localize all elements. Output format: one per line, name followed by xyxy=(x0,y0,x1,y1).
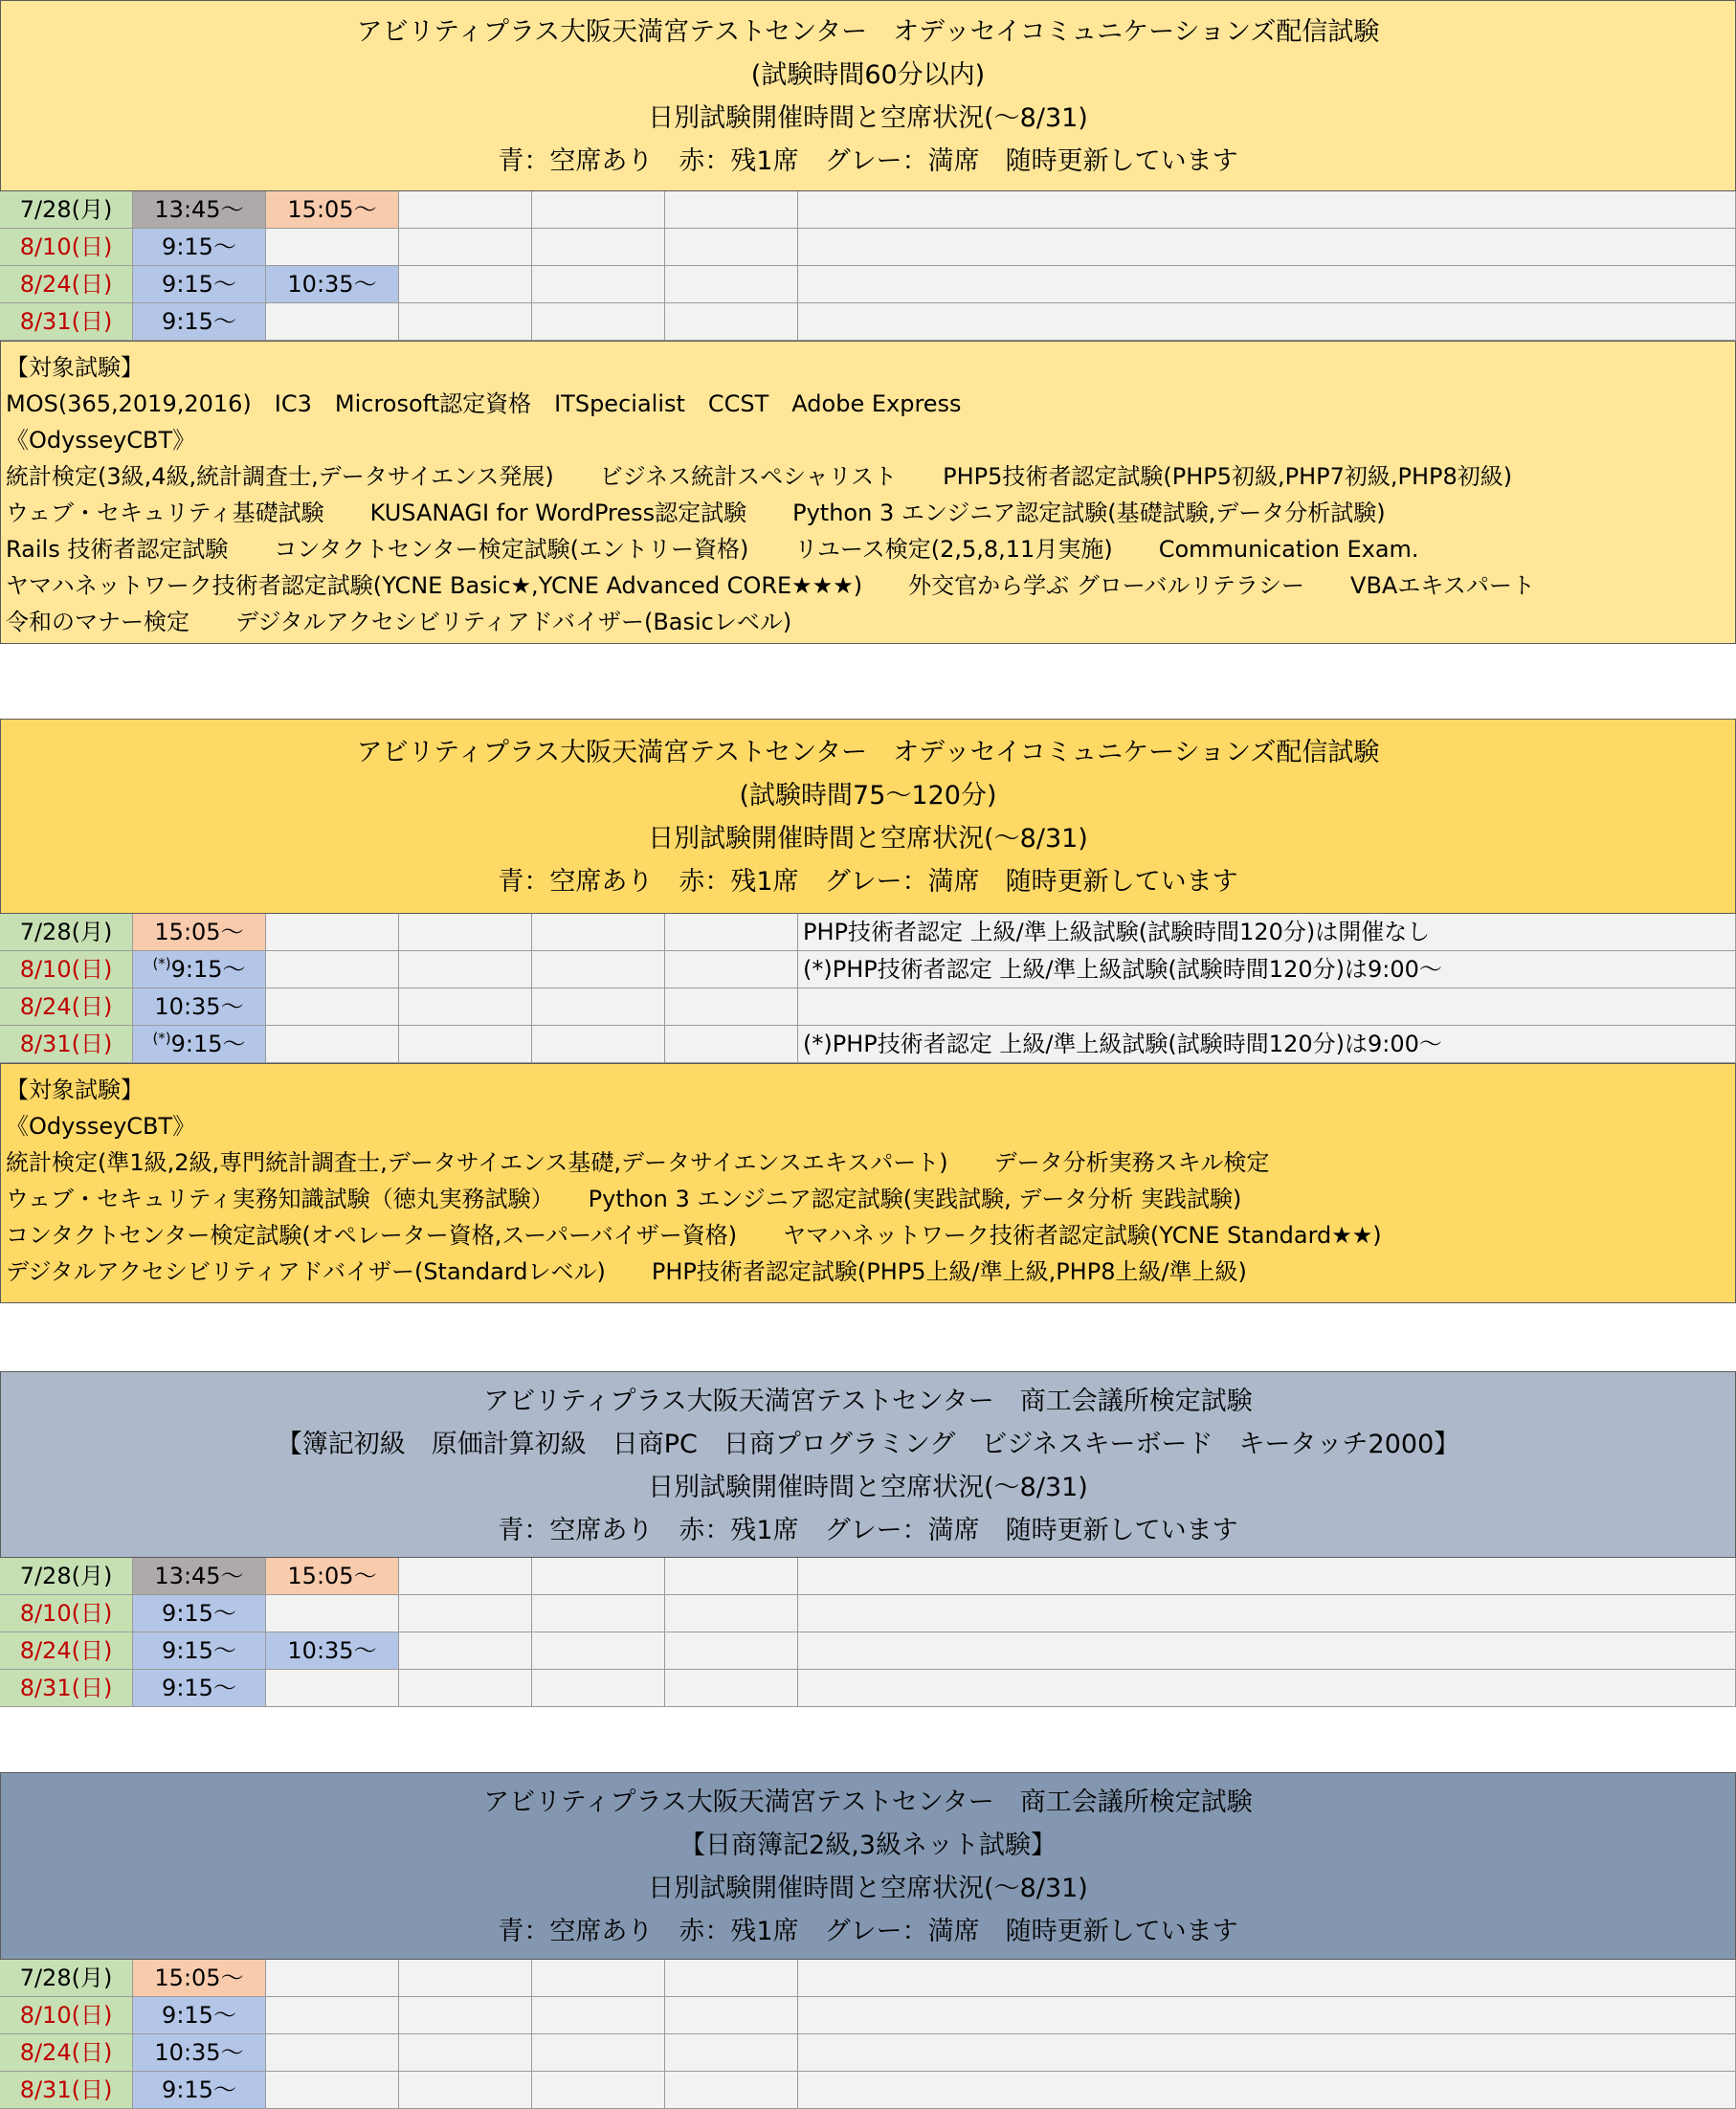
schedule-row xyxy=(0,1595,1736,1632)
time-slot-label: 10:35～ xyxy=(154,993,244,1020)
empty-slot-cell xyxy=(665,1670,798,1707)
header-line: 日別試験開催時間と空席状況(～8/31) xyxy=(648,1473,1088,1502)
empty-slot-cell xyxy=(532,914,665,951)
time-slot-label: 9:15～ xyxy=(170,1031,246,1057)
target-exam-line: MOS(365,2019,2016) IC3 Microsoft認定資格 ITSpecialist CCST Adobe Express xyxy=(6,390,962,417)
time-slot-cell xyxy=(133,1558,266,1595)
note-cell xyxy=(798,191,1736,229)
time-slot-label: 10:35～ xyxy=(287,271,377,298)
empty-slot-cell xyxy=(532,1595,665,1632)
empty-slot-cell xyxy=(399,1632,532,1670)
schedule-row xyxy=(0,1026,1736,1063)
empty-slot-cell xyxy=(266,229,399,266)
empty-slot-cell xyxy=(532,1670,665,1707)
note-cell xyxy=(798,1670,1736,1707)
footnote-mark: (*) xyxy=(152,1030,171,1047)
empty-slot-cell xyxy=(665,2072,798,2109)
target-exam-line: ウェブ・セキュリティ基礎試験 KUSANAGI for WordPress認定試験 Python 3 エンジニア認定試験(基礎試験,データ分析試験) xyxy=(6,500,1386,526)
empty-slot-cell xyxy=(665,191,798,229)
schedule-row xyxy=(0,914,1736,951)
empty-slot-cell xyxy=(266,1595,399,1632)
empty-slot-cell xyxy=(399,1997,532,2034)
time-slot-cell xyxy=(266,1632,399,1670)
time-slot-label: 9:15～ xyxy=(162,308,236,335)
target-exams xyxy=(0,341,1736,644)
time-slot-cell xyxy=(266,266,399,303)
header-line: (試験時間60分以内) xyxy=(750,60,986,90)
note-cell: (*)PHP技術者認定 上級/準上級試験(試験時間120分)は9:00～ xyxy=(798,951,1736,988)
target-exam-line: コンタクトセンター検定試験(オペレーター資格,スーパーバイザー資格) ヤマハネットワーク技術者認定試験(YCNE Standard★★) xyxy=(6,1222,1382,1249)
date-cell: 8/31(日) xyxy=(0,1670,133,1707)
empty-slot-cell xyxy=(266,1670,399,1707)
time-slot-cell xyxy=(133,191,266,229)
note-cell xyxy=(798,229,1736,266)
empty-slot-cell xyxy=(665,266,798,303)
empty-slot-cell xyxy=(532,988,665,1026)
schedule-row xyxy=(0,2034,1736,2072)
header-line: 青：空席あり 赤：残1席 グレー：満席 随時更新しています xyxy=(498,1917,1238,1946)
header-line: 青：空席あり 赤：残1席 グレー：満席 随時更新しています xyxy=(498,1516,1238,1545)
empty-slot-cell xyxy=(665,914,798,951)
date-cell: 8/31(日) xyxy=(0,2072,133,2109)
date-cell: 8/24(日) xyxy=(0,2034,133,2072)
time-slot-cell xyxy=(133,2034,266,2072)
time-slot-label: 9:15～ xyxy=(162,2076,236,2103)
note-cell xyxy=(798,303,1736,341)
date-cell: 8/10(日) xyxy=(0,1595,133,1632)
empty-slot-cell xyxy=(665,1997,798,2034)
schedule-section-1 xyxy=(0,0,1736,635)
empty-slot-cell xyxy=(399,914,532,951)
time-slot-label: 9:15～ xyxy=(162,2002,236,2029)
time-slot-label: 10:35～ xyxy=(154,2039,244,2066)
time-slot-cell xyxy=(133,988,266,1026)
header-line: 青：空席あり 赤：残1席 グレー：満席 随時更新しています xyxy=(498,867,1238,897)
empty-slot-cell xyxy=(266,303,399,341)
date-cell: 7/28(月) xyxy=(0,191,133,229)
empty-slot-cell xyxy=(532,951,665,988)
empty-slot-cell xyxy=(665,1960,798,1997)
empty-slot-cell xyxy=(532,2072,665,2109)
target-exam-line: 【対象試験】 xyxy=(6,354,144,381)
empty-slot-cell xyxy=(399,988,532,1026)
empty-slot-cell xyxy=(532,2034,665,2072)
empty-slot-cell xyxy=(665,1595,798,1632)
date-cell: 8/31(日) xyxy=(0,1026,133,1063)
empty-slot-cell xyxy=(532,191,665,229)
schedule-row xyxy=(0,266,1736,303)
note-cell: PHP技術者認定 上級/準上級試験(試験時間120分)は開催なし xyxy=(798,914,1736,951)
schedule-row xyxy=(0,1558,1736,1595)
time-slot-label: 9:15～ xyxy=(162,271,236,298)
header-line: 【日商簿記2級,3級ネット試験】 xyxy=(679,1831,1057,1860)
target-exam-line: 《OdysseyCBT》 xyxy=(6,1113,196,1140)
empty-slot-cell xyxy=(399,303,532,341)
empty-slot-cell xyxy=(266,2034,399,2072)
note-cell xyxy=(798,2072,1736,2109)
time-slot-label: 10:35～ xyxy=(287,1637,377,1664)
time-slot-cell xyxy=(133,266,266,303)
empty-slot-cell xyxy=(665,1632,798,1670)
empty-slot-cell xyxy=(665,2034,798,2072)
time-slot-label: 13:45～ xyxy=(154,196,244,223)
time-slot-label: 13:45～ xyxy=(154,1563,244,1589)
target-exam-line: Rails 技術者認定試験 コンタクトセンター検定試験(エントリー資格) リユース検定(2,5,8,11月実施) Communication Exam. xyxy=(6,536,1419,563)
footnote-mark: (*) xyxy=(152,955,171,972)
empty-slot-cell xyxy=(399,951,532,988)
date-cell: 8/31(日) xyxy=(0,303,133,341)
time-slot-cell xyxy=(266,1558,399,1595)
time-slot-label: 15:05～ xyxy=(154,1965,244,1991)
header-line: アビリティプラス大阪天満宮テストセンター 商工会議所検定試験 xyxy=(483,1387,1253,1416)
target-exams xyxy=(0,1063,1736,1303)
empty-slot-cell xyxy=(532,1960,665,1997)
note-cell xyxy=(798,988,1736,1026)
schedule-row xyxy=(0,229,1736,266)
target-exam-line: ヤマハネットワーク技術者認定試験(YCNE Basic★,YCNE Advanced CORE★★★) 外交官から学ぶ グローバルリテラシー VBAエキスパート xyxy=(6,572,1535,599)
note-cell xyxy=(798,1632,1736,1670)
time-slot-label: 9:15～ xyxy=(162,1600,236,1627)
time-slot-label: 9:15～ xyxy=(170,956,246,983)
empty-slot-cell xyxy=(399,1960,532,1997)
header-line: (試験時間75～120分) xyxy=(739,781,997,810)
time-slot-cell xyxy=(133,1026,266,1063)
note-cell xyxy=(798,1960,1736,1997)
schedule-row xyxy=(0,191,1736,229)
time-slot-cell xyxy=(133,1632,266,1670)
header-line: 日別試験開催時間と空席状況(～8/31) xyxy=(648,1874,1088,1903)
header-line: アビリティプラス大阪天満宮テストセンター オデッセイコミュニケーションズ配信試験 xyxy=(356,17,1380,47)
section-header xyxy=(0,0,1736,191)
empty-slot-cell xyxy=(665,988,798,1026)
empty-slot-cell xyxy=(399,1558,532,1595)
date-cell: 8/10(日) xyxy=(0,1997,133,2034)
note-cell xyxy=(798,1595,1736,1632)
time-slot-cell xyxy=(133,303,266,341)
empty-slot-cell xyxy=(399,266,532,303)
empty-slot-cell xyxy=(665,951,798,988)
time-slot-label: 9:15～ xyxy=(162,233,236,260)
schedule-row xyxy=(0,1632,1736,1670)
header-line: アビリティプラス大阪天満宮テストセンター オデッセイコミュニケーションズ配信試験 xyxy=(356,738,1380,767)
empty-slot-cell xyxy=(532,1632,665,1670)
empty-slot-cell xyxy=(532,1026,665,1063)
empty-slot-cell xyxy=(399,2072,532,2109)
empty-slot-cell xyxy=(266,1960,399,1997)
schedule-section-3 xyxy=(0,1371,1736,1701)
schedule-section-2 xyxy=(0,719,1736,1285)
time-slot-cell xyxy=(133,1595,266,1632)
header-line: 日別試験開催時間と空席状況(～8/31) xyxy=(648,103,1088,133)
time-slot-cell xyxy=(133,1997,266,2034)
date-cell: 8/24(日) xyxy=(0,266,133,303)
empty-slot-cell xyxy=(532,1558,665,1595)
empty-slot-cell xyxy=(532,1997,665,2034)
empty-slot-cell xyxy=(532,266,665,303)
schedule-row xyxy=(0,1997,1736,2034)
empty-slot-cell xyxy=(399,1026,532,1063)
schedule-row xyxy=(0,2072,1736,2109)
header-line: 日別試験開催時間と空席状況(～8/31) xyxy=(648,824,1088,854)
empty-slot-cell xyxy=(266,2072,399,2109)
target-exam-line: 統計検定(準1級,2級,専門統計調査士,データサイエンス基礎,データサイエンスエキスパート) データ分析実務スキル検定 xyxy=(6,1149,1270,1176)
date-cell: 7/28(月) xyxy=(0,1558,133,1595)
schedule-row xyxy=(0,988,1736,1026)
empty-slot-cell xyxy=(532,303,665,341)
schedule-row xyxy=(0,951,1736,988)
empty-slot-cell xyxy=(399,1670,532,1707)
header-line: 青：空席あり 赤：残1席 グレー：満席 随時更新しています xyxy=(498,146,1238,176)
target-exam-line: 統計検定(3級,4級,統計調査士,データサイエンス発展) ビジネス統計スペシャリスト PHP5技術者認定試験(PHP5初級,PHP7初級,PHP8初級) xyxy=(6,463,1513,490)
time-slot-cell xyxy=(133,914,266,951)
schedule-section-4 xyxy=(0,1772,1736,2103)
time-slot-label: 15:05～ xyxy=(287,196,377,223)
time-slot-label: 15:05～ xyxy=(287,1563,377,1589)
empty-slot-cell xyxy=(665,1026,798,1063)
note-cell: (*)PHP技術者認定 上級/準上級試験(試験時間120分)は9:00～ xyxy=(798,1026,1736,1063)
header-line: アビリティプラス大阪天満宮テストセンター 商工会議所検定試験 xyxy=(483,1787,1253,1817)
schedule-row xyxy=(0,303,1736,341)
time-slot-label: 9:15～ xyxy=(162,1675,236,1701)
target-exam-line: 【対象試験】 xyxy=(6,1077,144,1103)
empty-slot-cell xyxy=(266,951,399,988)
empty-slot-cell xyxy=(665,1558,798,1595)
empty-slot-cell xyxy=(399,191,532,229)
time-slot-cell xyxy=(266,191,399,229)
date-cell: 8/10(日) xyxy=(0,229,133,266)
date-cell: 8/24(日) xyxy=(0,1632,133,1670)
target-exam-line: デジタルアクセシビリティアドバイザー(Standardレベル) PHP技術者認定試験(PHP5上級/準上級,PHP8上級/準上級) xyxy=(6,1258,1247,1285)
schedule-row xyxy=(0,1960,1736,1997)
empty-slot-cell xyxy=(266,1997,399,2034)
date-cell: 8/24(日) xyxy=(0,988,133,1026)
time-slot-label: 15:05～ xyxy=(154,919,244,945)
note-cell xyxy=(798,1997,1736,2034)
empty-slot-cell xyxy=(266,1026,399,1063)
empty-slot-cell xyxy=(399,2034,532,2072)
target-exam-line: ウェブ・セキュリティ実務知識試験（徳丸実務試験） Python 3 エンジニア認定試験(実践試験, データ分析 実践試験) xyxy=(6,1186,1242,1212)
empty-slot-cell xyxy=(266,914,399,951)
empty-slot-cell xyxy=(532,229,665,266)
time-slot-cell xyxy=(133,2072,266,2109)
note-cell xyxy=(798,266,1736,303)
target-exam-line: 令和のマナー検定 デジタルアクセシビリティアドバイザー(Basicレベル) xyxy=(6,609,792,635)
empty-slot-cell xyxy=(665,229,798,266)
section-header xyxy=(0,1772,1736,1960)
note-cell xyxy=(798,1558,1736,1595)
header-line: 【簿記初級 原価計算初級 日商PC 日商プログラミング ビジネスキーボード キータッチ2000】 xyxy=(276,1430,1460,1459)
time-slot-cell xyxy=(133,951,266,988)
empty-slot-cell xyxy=(399,1595,532,1632)
target-exam-line: 《OdysseyCBT》 xyxy=(6,427,196,454)
schedule-row xyxy=(0,1670,1736,1707)
section-header xyxy=(0,719,1736,914)
empty-slot-cell xyxy=(665,303,798,341)
empty-slot-cell xyxy=(399,229,532,266)
empty-slot-cell xyxy=(266,988,399,1026)
section-header xyxy=(0,1371,1736,1558)
time-slot-cell xyxy=(133,229,266,266)
note-cell xyxy=(798,2034,1736,2072)
time-slot-cell xyxy=(133,1960,266,1997)
date-cell: 7/28(月) xyxy=(0,1960,133,1997)
date-cell: 8/10(日) xyxy=(0,951,133,988)
date-cell: 7/28(月) xyxy=(0,914,133,951)
time-slot-label: 9:15～ xyxy=(162,1637,236,1664)
time-slot-cell xyxy=(133,1670,266,1707)
